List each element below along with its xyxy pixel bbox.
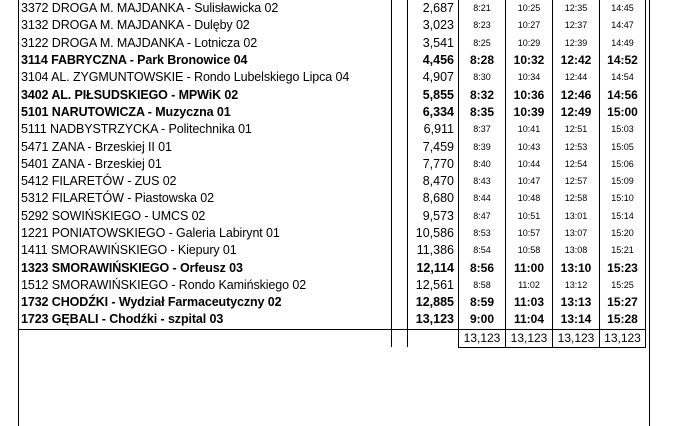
departure-time-cell: 15:23 [600, 259, 646, 276]
stop-name: ZANA - Brzeskiej 01 [51, 156, 162, 171]
departure-time-cell: 12:44 [553, 69, 600, 86]
departure-time-cell: 15:00 [600, 104, 646, 121]
departure-time-cell: 10:32 [506, 52, 553, 69]
distance-cell: 6,334 [408, 104, 459, 121]
stop-name-cell [18, 294, 392, 311]
spacer-cell [392, 277, 408, 294]
departure-time-cell: 8:37 [459, 121, 506, 138]
timetable-row [18, 0, 646, 17]
departure-time-cell: 8:54 [459, 242, 506, 259]
departure-time-cell: 15:14 [600, 208, 646, 225]
departure-time-cell: 10:25 [506, 0, 553, 17]
departure-time-cell: 10:29 [506, 35, 553, 52]
departure-time-cell: 8:32 [459, 86, 506, 103]
stop-name-cell [18, 225, 392, 242]
distance-cell: 4,907 [408, 69, 459, 86]
timetable-row [18, 208, 646, 225]
distance-cell: 4,456 [408, 52, 459, 69]
timetable-row [18, 294, 646, 311]
distance-cell: 3,023 [408, 17, 459, 34]
departure-time-cell: 15:20 [600, 225, 646, 242]
spacer-cell [392, 0, 408, 17]
distance-cell: 11,386 [408, 242, 459, 259]
departure-time-cell: 11:02 [506, 277, 553, 294]
spacer-cell [392, 86, 408, 103]
timetable-row [18, 104, 646, 121]
departure-time-cell: 15:28 [600, 311, 646, 329]
departure-time-cell: 12:53 [553, 138, 600, 155]
distance-cell: 8,470 [408, 173, 459, 190]
stop-name-cell [18, 138, 392, 155]
timetable-row [18, 190, 646, 207]
departure-time-cell: 12:57 [553, 173, 600, 190]
stop-name: GĘBALI - Chodźki - szpital 03 [51, 312, 224, 327]
spacer-cell [392, 104, 408, 121]
stop-name-cell [18, 104, 392, 121]
spacer-cell [392, 173, 408, 190]
distance-cell: 12,561 [408, 277, 459, 294]
stop-name-cell [18, 0, 392, 17]
timetable-row [18, 35, 646, 52]
stop-name: DROGA M. MAJDANKA - Sulisławicka 02 [51, 1, 279, 16]
spacer-cell [392, 208, 408, 225]
stop-name: SMORAWIŃSKIEGO - Rondo Kamińskiego 02 [51, 277, 307, 292]
stop-name: ZANA - Brzeskiej II 01 [51, 139, 172, 154]
departure-time-cell: 13:12 [553, 277, 600, 294]
stop-name: FABRYCZNA - Park Bronowice 04 [51, 53, 248, 68]
timetable-row [18, 52, 646, 69]
departure-time-cell: 11:04 [506, 311, 553, 329]
distance-cell: 2,687 [408, 0, 459, 17]
spacer-cell [392, 311, 408, 329]
departure-time-cell: 8:39 [459, 138, 506, 155]
stop-code: 5101 [21, 104, 49, 119]
timetable-body [18, 0, 646, 347]
stop-code: 3114 [21, 53, 48, 68]
stop-name-cell [18, 242, 392, 259]
departure-time-cell: 13:14 [553, 311, 600, 329]
spacer-cell [392, 17, 408, 34]
spacer-cell [392, 259, 408, 276]
distance-cell: 7,770 [408, 156, 459, 173]
stop-name: AL. PIŁSUDSKIEGO - MPWiK 02 [51, 87, 239, 102]
departure-time-cell: 8:40 [459, 156, 506, 173]
departure-time-cell: 13:13 [553, 294, 600, 311]
stop-code: 5412 [21, 174, 49, 189]
departure-time-cell: 15:09 [600, 173, 646, 190]
stop-name: SMORAWIŃSKIEGO - Orfeusz 03 [51, 260, 243, 275]
spacer-cell [392, 35, 408, 52]
stop-code: 1221 [21, 226, 49, 240]
timetable-row [18, 259, 646, 276]
stop-name-cell [18, 311, 392, 329]
departure-time-cell: 10:57 [506, 225, 553, 242]
departure-time-cell: 9:00 [459, 311, 506, 329]
departure-time-cell: 15:21 [600, 242, 646, 259]
stop-code: 3372 [21, 1, 49, 16]
departure-time-cell: 14:52 [600, 52, 646, 69]
total-distance-cell: 13,123 [506, 329, 553, 347]
departure-time-cell: 12:35 [553, 0, 600, 17]
departure-time-cell: 8:30 [459, 69, 506, 86]
stop-name-cell [18, 208, 392, 225]
spacer-cell [392, 242, 408, 259]
stop-name: AL. ZYGMUNTOWSKIE - Rondo Lubelskiego Lipca 04 [51, 70, 350, 85]
departure-time-cell: 8:44 [459, 190, 506, 207]
departure-time-cell: 12:42 [553, 52, 600, 69]
stop-code: 3132 [21, 18, 49, 33]
departure-time-cell: 10:41 [506, 121, 553, 138]
stop-name-cell [18, 259, 392, 276]
departure-time-cell: 13:01 [553, 208, 600, 225]
stop-code: 5292 [21, 208, 49, 223]
stop-name-cell [18, 52, 392, 69]
timetable-row [18, 86, 646, 103]
timetable-row [18, 173, 646, 190]
stop-code: 1723 [21, 312, 49, 327]
totals-label-cell [18, 329, 392, 347]
timetable-row [18, 311, 646, 329]
distance-cell: 12,114 [408, 259, 459, 276]
departure-time-cell: 12:37 [553, 17, 600, 34]
stop-name-cell [18, 190, 392, 207]
timetable-row [18, 121, 646, 138]
stop-name-cell [18, 173, 392, 190]
stop-code: 3122 [21, 35, 49, 50]
distance-cell: 3,541 [408, 35, 459, 52]
stop-code: 5401 [21, 156, 49, 171]
distance-cell: 8,680 [408, 190, 459, 207]
departure-time-cell: 15:10 [600, 190, 646, 207]
departure-time-cell: 10:43 [506, 138, 553, 155]
departure-time-cell: 8:21 [459, 0, 506, 17]
stop-name-cell [18, 156, 392, 173]
spacer-cell [392, 52, 408, 69]
departure-time-cell: 10:36 [506, 86, 553, 103]
stop-name: PONIATOWSKIEGO - Galeria Labirynt 01 [51, 226, 280, 240]
timetable-row [18, 156, 646, 173]
departure-time-cell: 15:06 [600, 156, 646, 173]
stop-code: 1323 [21, 260, 49, 275]
departure-time-cell: 14:56 [600, 86, 646, 103]
stop-code: 3402 [21, 87, 49, 102]
timetable-row [18, 69, 646, 86]
spacer-cell [392, 225, 408, 242]
departure-time-cell: 8:23 [459, 17, 506, 34]
stop-name: FILARETÓW - ZUS 02 [51, 174, 177, 189]
departure-time-cell: 13:08 [553, 242, 600, 259]
stop-code: 1732 [21, 295, 49, 310]
departure-time-cell: 12:51 [553, 121, 600, 138]
distance-cell: 10,586 [408, 225, 459, 242]
stop-name-cell [18, 69, 392, 86]
departure-time-cell: 10:39 [506, 104, 553, 121]
departure-time-cell: 10:27 [506, 17, 553, 34]
stop-name-cell [18, 35, 392, 52]
departure-time-cell: 15:03 [600, 121, 646, 138]
stop-name: DROGA M. MAJDANKA - Lotnicza 02 [51, 35, 258, 50]
stop-name: SMORAWIŃSKIEGO - Kiepury 01 [50, 243, 237, 258]
departure-time-cell: 14:49 [600, 35, 646, 52]
timetable-row [18, 277, 646, 294]
distance-cell: 5,855 [408, 86, 459, 103]
stop-name-cell [18, 277, 392, 294]
departure-time-cell: 12:54 [553, 156, 600, 173]
timetable [18, 0, 646, 348]
timetable-row [18, 17, 646, 34]
departure-time-cell: 15:05 [600, 138, 646, 155]
stop-name: DROGA M. MAJDANKA - Dulęby 02 [51, 18, 250, 33]
departure-time-cell: 8:28 [459, 52, 506, 69]
departure-time-cell: 8:43 [459, 173, 506, 190]
departure-time-cell: 11:03 [506, 294, 553, 311]
distance-cell: 12,885 [408, 294, 459, 311]
departure-time-cell: 14:54 [600, 69, 646, 86]
departure-time-cell: 14:47 [600, 17, 646, 34]
departure-time-cell: 10:44 [506, 156, 553, 173]
stop-name: NARUTOWICZA - Muzyczna 01 [51, 104, 231, 119]
stop-name-cell [18, 121, 392, 138]
departure-time-cell: 13:10 [553, 259, 600, 276]
distance-cell: 13,123 [408, 311, 459, 329]
departure-time-cell: 8:25 [459, 35, 506, 52]
total-distance-cell: 13,123 [459, 329, 506, 347]
departure-time-cell: 10:51 [506, 208, 553, 225]
timetable-row [18, 138, 646, 155]
stop-code: 5111 [21, 122, 47, 137]
spacer-cell [392, 69, 408, 86]
departure-time-cell: 10:48 [506, 190, 553, 207]
departure-time-cell: 8:53 [459, 225, 506, 242]
departure-time-cell: 10:58 [506, 242, 553, 259]
departure-time-cell: 8:35 [459, 104, 506, 121]
total-distance-cell: 13,123 [553, 329, 600, 347]
spacer-cell [392, 329, 408, 347]
totals-row [18, 329, 646, 347]
departure-time-cell: 10:34 [506, 69, 553, 86]
departure-time-cell: 8:47 [459, 208, 506, 225]
stop-code: 1512 [21, 277, 49, 292]
departure-time-cell: 8:58 [459, 277, 506, 294]
totals-distance-cell [408, 329, 459, 347]
stop-name-cell [18, 86, 392, 103]
spacer-cell [392, 156, 408, 173]
stop-name: FILARETÓW - Piastowska 02 [51, 191, 214, 206]
stop-code: 5471 [21, 139, 49, 154]
departure-time-cell: 8:59 [459, 294, 506, 311]
departure-time-cell: 12:39 [553, 35, 600, 52]
departure-time-cell: 11:00 [506, 259, 553, 276]
spacer-cell [392, 294, 408, 311]
departure-time-cell: 12:46 [553, 86, 600, 103]
stop-name: CHODŹKI - Wydział Farmaceutyczny 02 [51, 295, 282, 310]
distance-cell: 7,459 [408, 138, 459, 155]
spacer-cell [392, 121, 408, 138]
departure-time-cell: 15:27 [600, 294, 646, 311]
departure-time-cell: 12:58 [553, 190, 600, 207]
stop-code: 3104 [21, 70, 49, 85]
spacer-cell [392, 190, 408, 207]
departure-time-cell: 8:56 [459, 259, 506, 276]
distance-cell: 9,573 [408, 208, 459, 225]
stop-code: 5312 [21, 191, 49, 206]
stop-name-cell [18, 17, 392, 34]
timetable-row [18, 242, 646, 259]
total-distance-cell: 13,123 [600, 329, 646, 347]
stop-code: 1411 [21, 243, 48, 258]
stop-name: SOWIŃSKIEGO - UMCS 02 [51, 208, 206, 223]
distance-cell: 6,911 [408, 121, 459, 138]
departure-time-cell: 12:49 [553, 104, 600, 121]
timetable-row [18, 225, 646, 242]
departure-time-cell: 15:25 [600, 277, 646, 294]
departure-time-cell: 14:45 [600, 0, 646, 17]
departure-time-cell: 13:07 [553, 225, 600, 242]
departure-time-cell: 10:47 [506, 173, 553, 190]
stop-name: NADBYSTRZYCKA - Politechnika 01 [49, 122, 252, 137]
spacer-cell [392, 138, 408, 155]
